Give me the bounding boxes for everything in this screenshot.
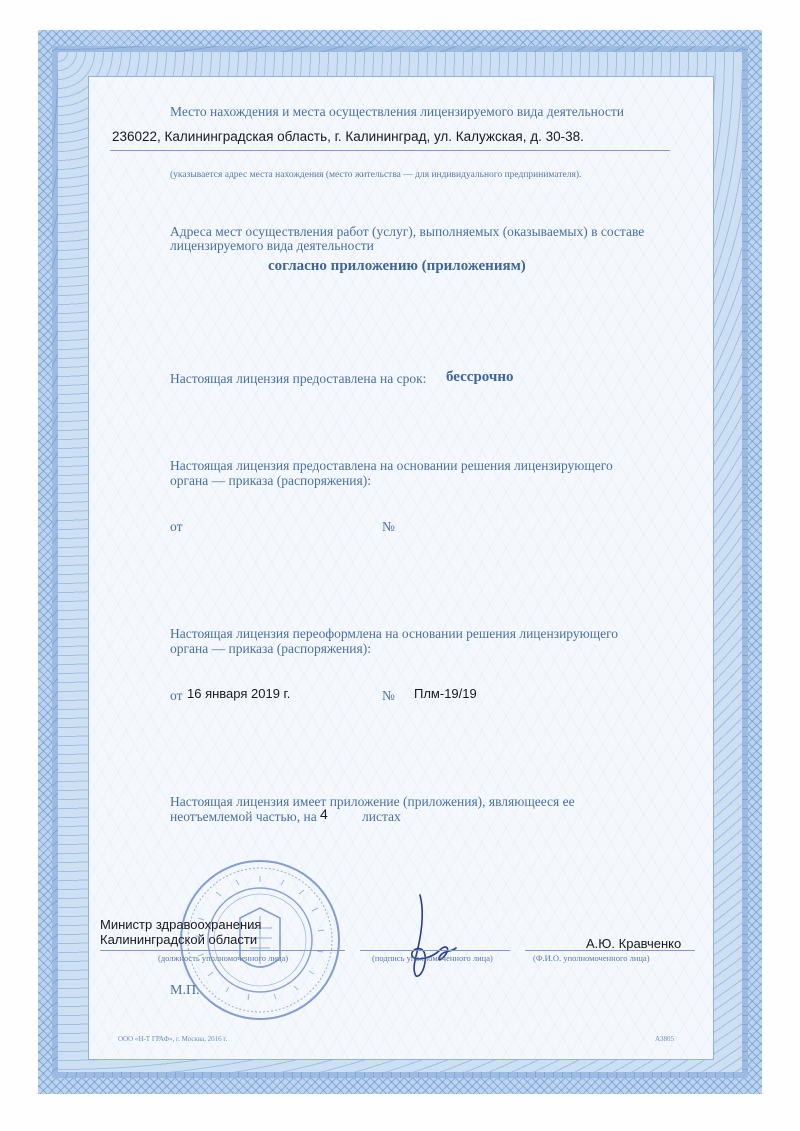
location-heading: Место нахождения и места осуществления лицензируемого вида деятельности	[170, 104, 625, 119]
appendix-line2-suffix: листах	[362, 809, 401, 824]
grant-basis-line2: органа — приказа (распоряжения):	[170, 473, 371, 488]
position-caption: (должность уполномоченного лица)	[158, 953, 289, 963]
grant-number-label: №	[382, 519, 395, 534]
reissue-date: 16 января 2019 г.	[187, 686, 291, 701]
term-value: бессрочно	[446, 369, 514, 385]
official-name: А.Ю. Кравченко	[586, 936, 682, 951]
signature-underline	[360, 950, 510, 951]
reissue-from-label: от	[170, 688, 183, 703]
address-note: (указывается адрес места нахождения (место жительства — для индивидуального предпринимателя).	[170, 170, 582, 180]
address-underline	[110, 150, 670, 151]
grant-basis-line1: Настоящая лицензия предоставлена на основании решения лицензирующего	[170, 458, 613, 473]
form-code: А3805	[655, 1035, 675, 1043]
reissue-basis-line2: органа — приказа (распоряжения):	[170, 641, 371, 656]
address-value: 236022, Калининградская область, г. Калининград, ул. Калужская, д. 30-38.	[112, 129, 584, 144]
official-position-line2: Калининградской области	[100, 932, 258, 947]
reissue-number: Плм-19/19	[414, 686, 477, 701]
appendix-line2-prefix: неотъемлемой частью, на	[170, 809, 317, 824]
position-underline	[100, 950, 345, 951]
official-position-line1: Министр здравоохранения	[100, 917, 262, 932]
term-label: Настоящая лицензия предоставлена на срок:	[170, 371, 427, 386]
handwritten-signature	[400, 890, 470, 980]
grant-from-label: от	[170, 519, 183, 534]
work-addresses-heading-line1: Адреса мест осуществления работ (услуг), выполняемых (оказываемых) в составе	[170, 224, 645, 239]
appendix-line1: Настоящая лицензия имеет приложение (приложения), являющееся ее	[170, 794, 575, 809]
appendix-sheet-count: 4	[320, 806, 328, 822]
reissue-number-label: №	[382, 688, 395, 703]
work-addresses-value: согласно приложению (приложениям)	[268, 258, 526, 274]
reissue-basis-line1: Настоящая лицензия переоформлена на основании решения лицензирующего	[170, 626, 619, 641]
seal-place-label: М.П.	[170, 983, 200, 998]
name-caption: (Ф.И.О. уполномоченного лица)	[533, 953, 650, 963]
signature-caption: (подпись уполномоченного лица)	[372, 953, 493, 963]
work-addresses-heading-line2: лицензируемого вида деятельности	[170, 238, 374, 253]
printer-imprint: ООО «Н-Т ГРАФ», г. Москва, 2016 г.	[118, 1035, 228, 1043]
